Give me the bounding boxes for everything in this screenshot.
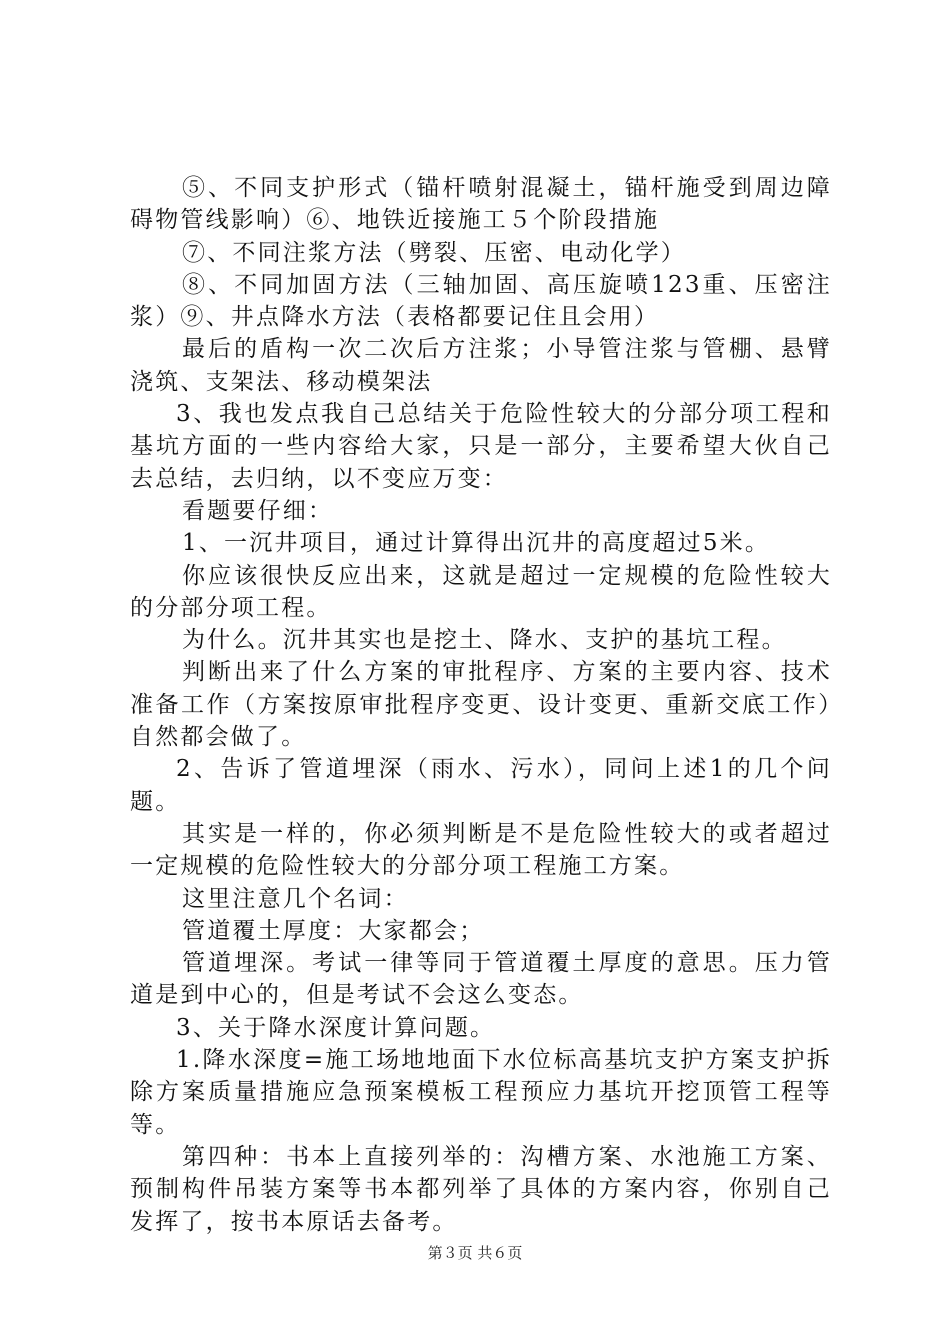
paragraph: 最后的盾构一次二次后方注浆；小导管注浆与管棚、悬臂浇筑、支架法、移动模架法: [130, 336, 832, 395]
paragraph: 这里注意几个名词：: [182, 885, 409, 912]
paragraph: 判断出来了什么方案的审批程序、方案的主要内容、技术准备工作（方案按原审批程序变更、设计变更、重新交底工作）自然都会做了。: [130, 659, 832, 751]
paragraph: 3、关于降水深度计算问题。: [176, 1014, 496, 1041]
paragraph: ⑤、不同支护形式（锚杆喷射混凝土，锚杆施受到周边障碍物管线影响）⑥、地铁近接施工５个阶段措施: [130, 175, 832, 234]
paragraph: ⑧、不同加固方法（三轴加固、高压旋喷123重、压密注浆）⑨、井点降水方法（表格都要记住且会用）: [130, 271, 832, 331]
paragraph: 1、一沉井项目，通过计算得出沉井的高度超过5米。: [182, 530, 771, 557]
paragraph: 第四种：书本上直接列举的：沟槽方案、水池施工方案、预制构件吊装方案等书本都列举了具体的方案内容，你别自己发挥了，按书本原话去备考。: [130, 1143, 832, 1235]
paragraph: 其实是一样的，你必须判断是不是危险性较大的或者超过一定规模的危险性较大的分部分项工程施工方案。: [130, 820, 832, 880]
paragraph: 看题要仔细：: [182, 497, 334, 524]
paragraph: 2、告诉了管道埋深（雨水、污水），同问上述1的几个问题。: [130, 756, 832, 815]
paragraph: 1.降水深度=施工场地地面下水位标高基坑支护方案支护拆除方案质量措施应急预案模板工程预应力基坑开挖顶管工程等等。: [130, 1047, 832, 1138]
paragraph: 3、我也发点我自己总结关于危险性较大的分部分项工程和基坑方面的一些内容给大家，只是一部分，主要希望大伙自己去总结，去归纳，以不变应万变：: [130, 401, 832, 492]
paragraph: 管道埋深。考试一律等同于管道覆土厚度的意思。压力管道是到中心的，但是考试不会这么变态。: [130, 950, 832, 1009]
paragraph: 你应该很快反应出来，这就是超过一定规模的危险性较大的分部分项工程。: [130, 562, 832, 621]
document-body: [130, 172, 832, 1238]
paragraph: 管道覆土厚度：大家都会；: [182, 917, 485, 944]
page-number-footer: 第３页 共６页: [427, 1244, 523, 1262]
paragraph: 为什么。沉井其实也是挖土、降水、支护的基坑工程。: [182, 627, 787, 654]
paragraph: ⑦、不同注浆方法（劈裂、压密、电动化学）: [182, 239, 686, 266]
